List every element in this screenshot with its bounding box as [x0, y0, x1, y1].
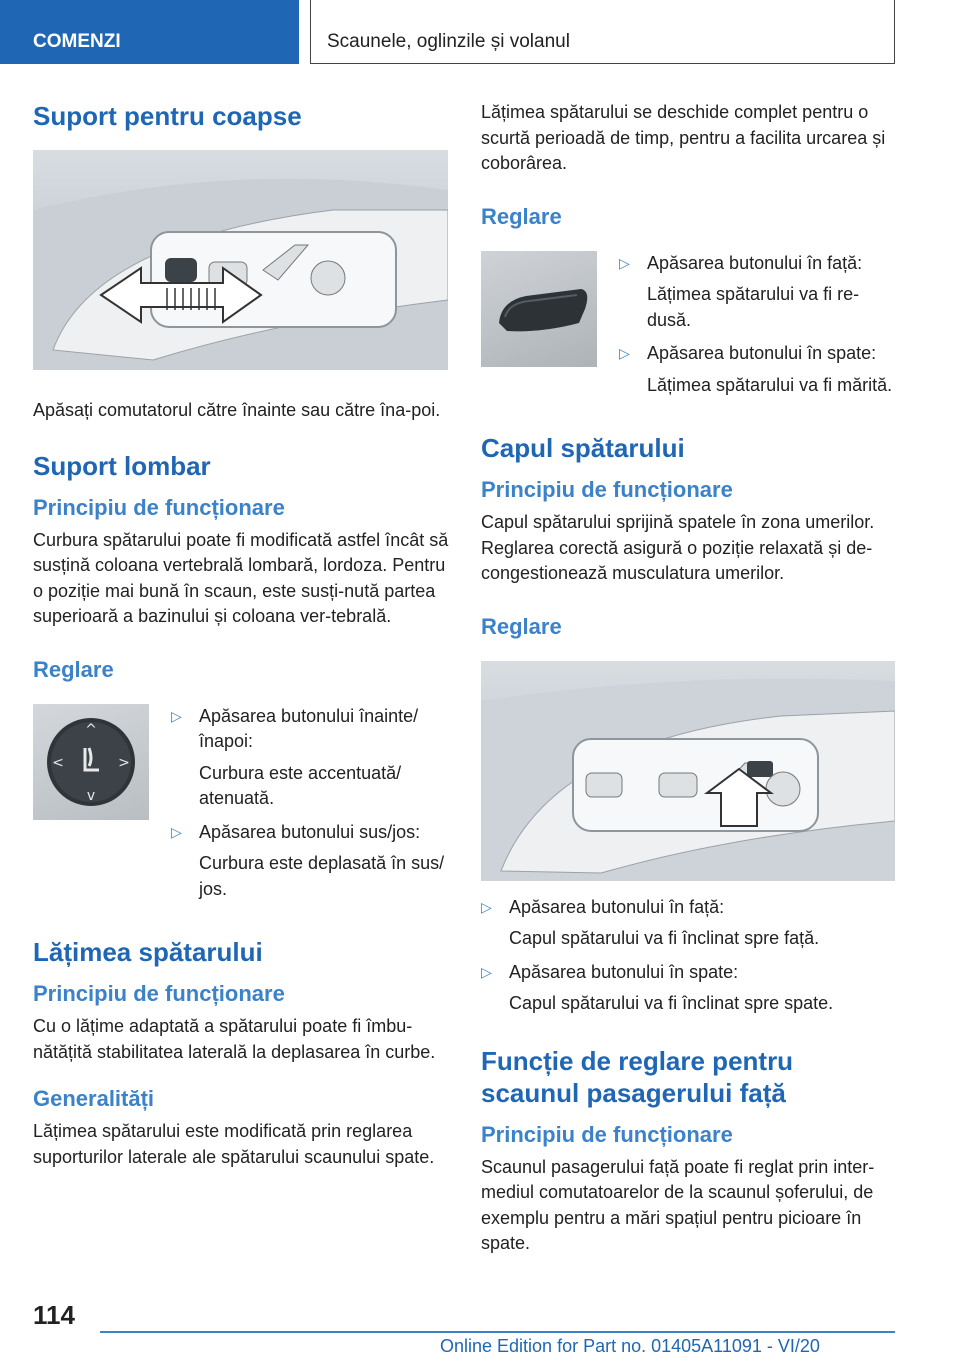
- lumbar-adjust-row: [33, 704, 449, 911]
- passenger-principle-title: Principiu de funcționare: [481, 1121, 733, 1147]
- bullet-triangle-icon: ▷: [481, 898, 492, 915]
- headrest-bullets: [481, 895, 895, 1017]
- lumbar-bullets: [171, 704, 449, 911]
- thigh-support-photo: [33, 150, 448, 370]
- passenger-principle-text: Scaunul pasagerului față poate fi reglat prin inter‐mediul comutatoarelor de la scaunul șoferului, de exemplu pentru a mări spațiul pentru picioare în spate.: [481, 1156, 875, 1253]
- list-item-result: Curbura este deplasată în sus/ jos.: [199, 853, 445, 899]
- right-chevron-icon: >: [118, 754, 130, 771]
- seat-switches-illustration: [33, 150, 448, 370]
- headrest-photo: [481, 661, 895, 881]
- list-item-result: Lățimea spătarului va fi re‐dusă.: [647, 284, 860, 330]
- list-item: ▷ Apăsarea butonului în față:: [619, 251, 895, 277]
- bullet-triangle-icon: ▷: [619, 345, 630, 361]
- list-item-result: Lățimea spătarului va fi mărită.: [647, 374, 893, 395]
- headrest-adjust-title: Reglare: [481, 613, 562, 639]
- list-item: ▷ Apăsarea butonului în spate:: [481, 960, 895, 986]
- headrest-principle-text: Capul spătarului sprijină spatele în zona umerilor. Reglarea corectă asigură o poziție relaxată și de‐congestionează musculatura umerilor.: [481, 512, 875, 583]
- page-number: 114: [33, 1300, 75, 1330]
- lumbar-principle-title: Principiu de funcționare: [33, 494, 285, 520]
- thigh-support-caption: Apăsați comutatorul către înainte sau către îna‐poi.: [33, 400, 441, 420]
- right-column: [481, 100, 895, 1257]
- list-item: ▷ Apăsarea butonului în spate:: [619, 341, 895, 367]
- backrest-width-principle-text: Cu o lățime adaptată a spătarului poate fi îmbu‐nătățită stabilitatea laterală la deplasarea în curbe.: [33, 1016, 436, 1062]
- list-item: ▷ Apăsarea butonului înainte/ înapoi:: [171, 705, 419, 751]
- thigh-support-title: Suport pentru coapse: [33, 101, 302, 131]
- lumbar-title: Suport lombar: [33, 450, 211, 481]
- width-button-image: [481, 251, 597, 367]
- passenger-seat-title: Funcție de reglare pentru scaunul pasagerului față: [481, 1045, 794, 1108]
- headrest-title: Capul spătarului: [481, 433, 685, 463]
- backrest-width-title: Lățimea spătarului: [33, 937, 263, 967]
- backrest-width-principle-title: Principiu de funcționare: [33, 981, 285, 1006]
- lumbar-adjust-title: Reglare: [33, 656, 114, 682]
- list-item-result: Curbura este accentuată/ atenuată.: [199, 762, 402, 808]
- edition-footer: Online Edition for Part no. 01405A11091 - VI/20: [440, 1336, 820, 1356]
- footer-divider: [100, 1331, 895, 1333]
- backrest-width-bullets: [619, 251, 895, 407]
- bullet-triangle-icon: ▷: [619, 254, 630, 271]
- left-chevron-icon: <: [52, 754, 64, 771]
- chapter-tab: [310, 0, 895, 64]
- list-item: ▷ Apăsarea butonului sus/jos:: [171, 820, 449, 846]
- list-item-result: Capul spătarului va fi înclinat spre spate.: [509, 993, 834, 1013]
- backrest-width-adjust-row: [481, 251, 895, 407]
- seat-switches-illustration: [481, 661, 895, 881]
- up-chevron-icon: ^: [85, 721, 97, 738]
- backrest-width-adjust-title: Reglare: [481, 203, 562, 229]
- list-item: ▷ Apăsarea butonului în față:: [481, 895, 895, 921]
- section-label: COMENZI: [33, 31, 121, 52]
- lumbar-principle-text: Curbura spătarului poate fi modificată astfel încât să susțină coloana vertebrală lombară, lordoza. Pentru o poziție mai bună în scaun, este susți‐nută partea superioară a bazinului și coloana ver‐tebrală.: [33, 529, 449, 626]
- bullet-triangle-icon: ▷: [171, 823, 182, 840]
- lumbar-controller-image: [33, 704, 149, 820]
- backrest-width-general-title: Generalități: [33, 1086, 155, 1111]
- section-tab: [0, 0, 299, 64]
- bullet-triangle-icon: ▷: [171, 707, 182, 724]
- headrest-principle-title: Principiu de funcționare: [481, 477, 733, 502]
- backrest-width-general-text: Lățimea spătarului este modificată prin reglarea suporturilor laterale ale spătarului scaunului spate.: [33, 1121, 435, 1167]
- down-chevron-icon: v: [86, 787, 96, 804]
- list-item-result: Capul spătarului va fi înclinat spre față.: [509, 928, 820, 948]
- chapter-label: Scaunele, oglinzile și volanul: [327, 31, 570, 52]
- left-column: [33, 100, 449, 1170]
- bullet-triangle-icon: ▷: [481, 963, 492, 980]
- backrest-width-cont-text: Lățimea spătarului se deschide complet pentru o scurtă perioadă de timp, pentru a facilita urcarea și coborârea.: [481, 102, 886, 173]
